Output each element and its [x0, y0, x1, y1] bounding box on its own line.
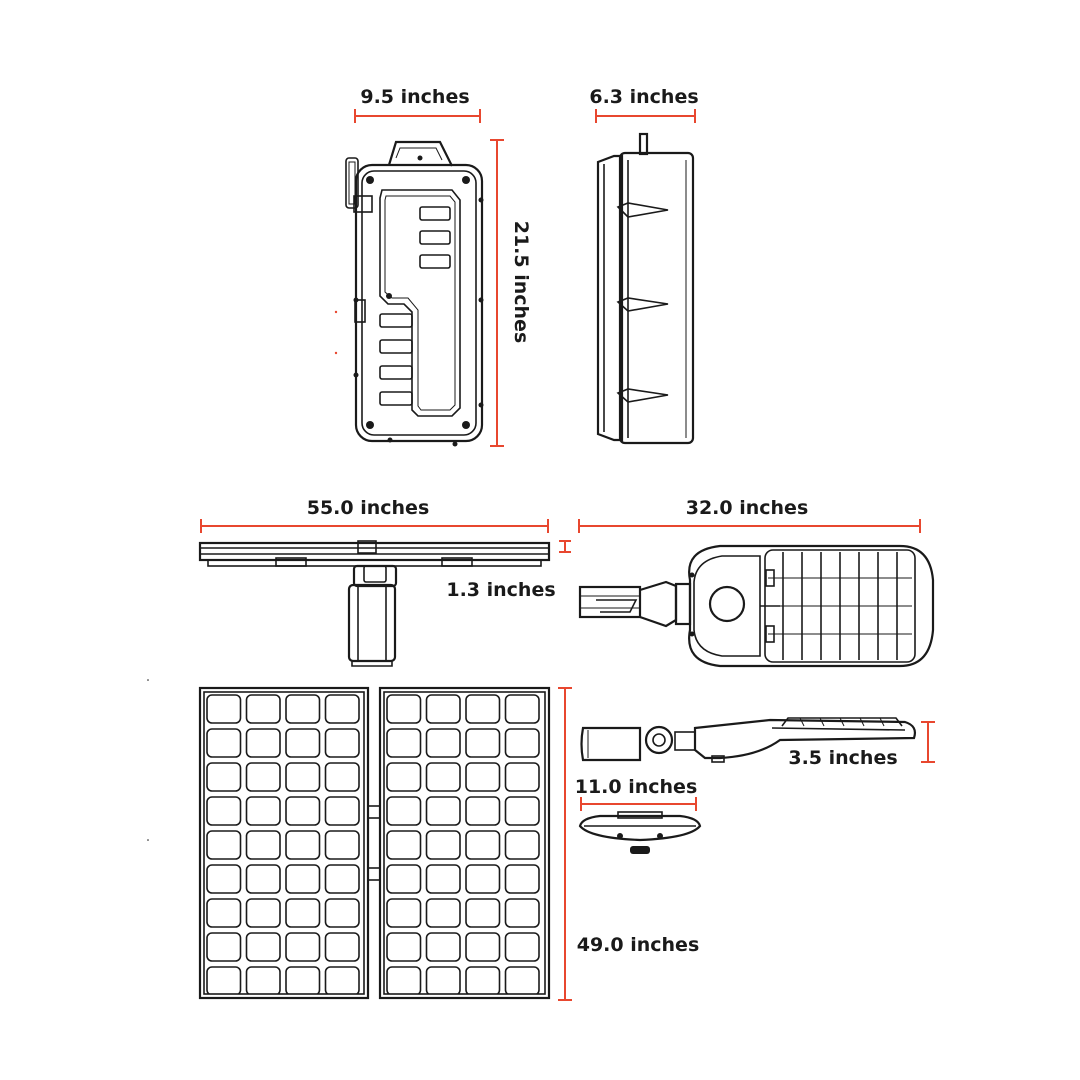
fixture-height-label: 3.5 inches [788, 747, 898, 769]
battery-width-label: 9.5 inches [360, 86, 470, 108]
light-fixture-top-view [580, 546, 933, 666]
fixture-width-label: 11.0 inches [574, 776, 698, 798]
solar-panel-side-view [200, 541, 549, 666]
light-fixture-front-view [580, 812, 700, 854]
battery-depth-label: 6.3 inches [589, 86, 699, 108]
panel-height-label: 49.0 inches [576, 934, 700, 956]
solar-panels-front-view [147, 679, 549, 998]
panel-thickness-label: 1.3 inches [446, 579, 556, 601]
battery-height-label: 21.5 inches [510, 220, 532, 344]
battery-box-side-view [598, 134, 693, 443]
battery-box-front-view [335, 142, 484, 447]
fixture-length-label: 32.0 inches [685, 497, 809, 519]
panel-width-label: 55.0 inches [306, 497, 430, 519]
